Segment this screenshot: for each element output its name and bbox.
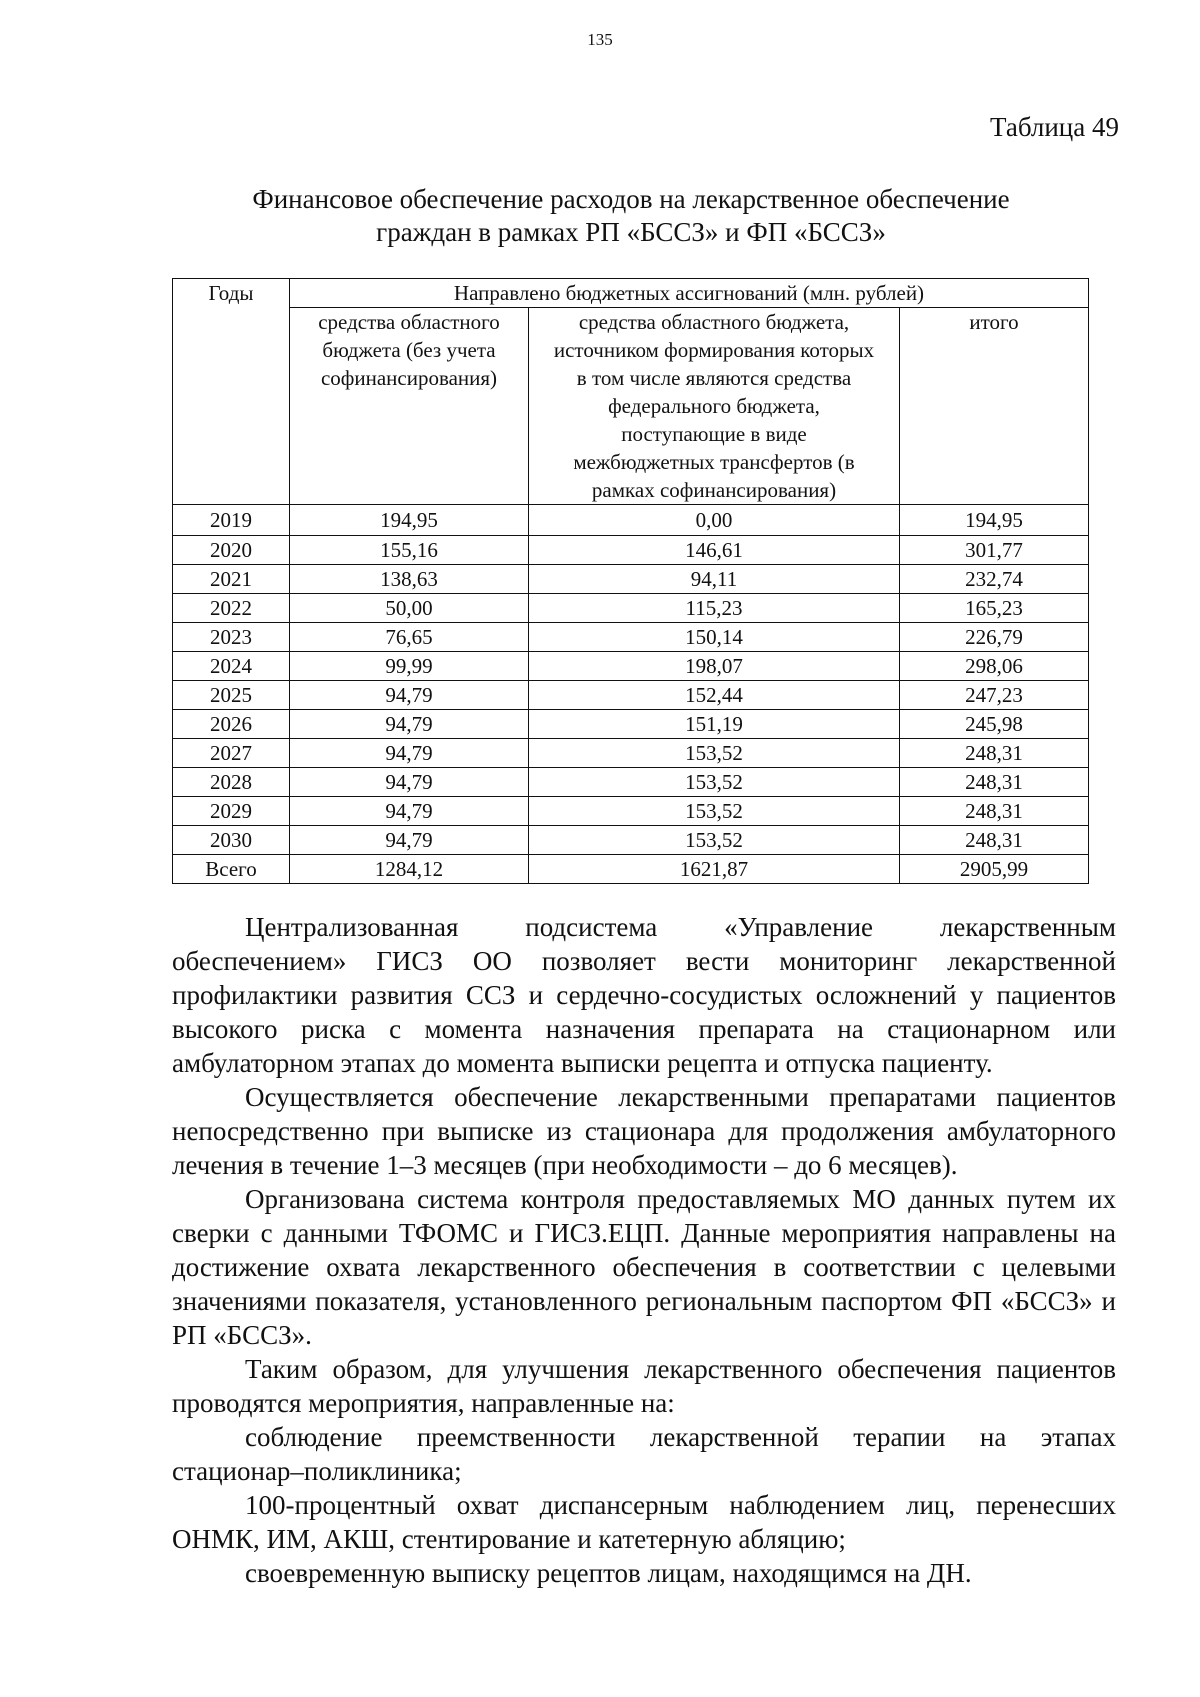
header-line: бюджета (без учета	[322, 338, 496, 362]
cell-regional: 94,79	[290, 797, 529, 826]
paragraph: Таким образом, для улучшения лекарственного обеспечения пациентов проводятся мероприятия, направленные на:	[172, 1354, 1116, 1418]
cell-regional: 99,99	[290, 652, 529, 681]
cell-total: 248,31	[900, 739, 1089, 768]
cell-total: 226,79	[900, 623, 1089, 652]
cell-regional: 94,79	[290, 739, 529, 768]
table-row	[173, 797, 1089, 826]
table-row	[173, 594, 1089, 623]
table-row	[173, 565, 1089, 594]
cell-federal: 153,52	[529, 797, 900, 826]
cell-regional: 138,63	[290, 565, 529, 594]
cell-total: 248,31	[900, 768, 1089, 797]
table-title-line: граждан в рамках РП «БССЗ» и ФП «БССЗ»	[376, 217, 886, 247]
column-header-total: итого	[900, 308, 1089, 505]
paragraph: Осуществляется обеспечение лекарственными препаратами пациентов непосредственно при выписке из стационара для продолжения амбулаторного лечения в течение 1–3 месяцев (при необходимости – до 6 месяцев).	[172, 1082, 1116, 1180]
cell-federal: 153,52	[529, 768, 900, 797]
cell-year: 2029	[173, 797, 290, 826]
cell-regional: 50,00	[290, 594, 529, 623]
cell-year: 2027	[173, 739, 290, 768]
cell-total: 165,23	[900, 594, 1089, 623]
header-line: рамках софинансирования)	[591, 478, 837, 502]
paragraph: соблюдение преемственности лекарственной терапии на этапах стационар–поликлиника;	[172, 1422, 1116, 1486]
cell-regional: 76,65	[290, 623, 529, 652]
cell-federal: 1621,87	[529, 855, 900, 884]
cell-federal: 115,23	[529, 594, 900, 623]
cell-total: 248,31	[900, 826, 1089, 855]
cell-federal: 150,14	[529, 623, 900, 652]
header-line: источником формирования которых	[553, 338, 875, 362]
column-header-regional	[290, 308, 529, 505]
paragraph: Организована система контроля предоставляемых МО данных путем их сверки с данными ТФОМС и ГИСЗ.ЕЦП. Данные мероприятия направлены на достижение охвата лекарственного обеспечения в соответствии с целевыми значениями показателя, установленного региональным паспортом ФП «БССЗ» и РП «БССЗ».	[172, 1184, 1116, 1350]
cell-regional: 94,79	[290, 681, 529, 710]
paragraph: 100-процентный охват диспансерным наблюдением лиц, перенесших ОНМК, ИМ, АКШ, стентирование и катетерную абляцию;	[172, 1490, 1116, 1554]
table-row	[173, 710, 1089, 739]
cell-federal: 153,52	[529, 739, 900, 768]
header-line: федерального бюджета,	[608, 394, 820, 418]
column-group-header: Направлено бюджетных ассигнований (млн. рублей)	[290, 279, 1089, 308]
cell-regional: 94,79	[290, 826, 529, 855]
cell-year: 2021	[173, 565, 290, 594]
cell-year: 2022	[173, 594, 290, 623]
cell-regional: 94,79	[290, 710, 529, 739]
table-row	[173, 826, 1089, 855]
column-header-years: Годы	[173, 279, 290, 505]
table-row	[173, 623, 1089, 652]
cell-regional: 94,79	[290, 768, 529, 797]
table-row	[173, 536, 1089, 565]
paragraph: Централизованная подсистема «Управление лекарственным обеспечением» ГИСЗ ОО позволяет вести мониторинг лекарственной профилактики развития ССЗ и сердечно-сосудистых осложнений у пациентов высокого риска с момента назначения препарата на стационарном или амбулаторном этапах до момента выписки рецепта и отпуска пациенту.	[172, 912, 1116, 1078]
header-line: средства областного	[318, 310, 500, 334]
cell-total: 2905,99	[900, 855, 1089, 884]
cell-year: 2028	[173, 768, 290, 797]
table-row	[173, 768, 1089, 797]
cell-year: Всего	[173, 855, 290, 884]
cell-year: 2030	[173, 826, 290, 855]
cell-federal: 198,07	[529, 652, 900, 681]
table-label: Таблица 49	[990, 112, 1119, 142]
cell-year: 2026	[173, 710, 290, 739]
table-title-line: Финансовое обеспечение расходов на лекарственное обеспечение	[252, 184, 1010, 214]
cell-regional: 194,95	[290, 505, 529, 536]
header-line: в том числе являются средства	[576, 366, 852, 390]
header-line: поступающие в виде	[621, 422, 807, 446]
header-line: средства областного бюджета,	[578, 310, 850, 334]
cell-total: 301,77	[900, 536, 1089, 565]
table-row-total	[173, 855, 1089, 884]
table-row	[173, 505, 1089, 536]
body-text	[172, 910, 1116, 1590]
cell-total: 298,06	[900, 652, 1089, 681]
cell-year: 2019	[173, 505, 290, 536]
header-line: софинансирования)	[320, 366, 498, 390]
table-title	[176, 183, 1086, 249]
table-row	[173, 652, 1089, 681]
header-line: межбюджетных трансфертов (в	[573, 450, 855, 474]
cell-total: 247,23	[900, 681, 1089, 710]
cell-year: 2024	[173, 652, 290, 681]
cell-federal: 152,44	[529, 681, 900, 710]
column-header-federal	[529, 308, 900, 505]
cell-federal: 0,00	[529, 505, 900, 536]
page-number: 135	[587, 30, 613, 49]
table-row	[173, 681, 1089, 710]
cell-regional: 1284,12	[290, 855, 529, 884]
cell-total: 232,74	[900, 565, 1089, 594]
cell-federal: 153,52	[529, 826, 900, 855]
cell-federal: 151,19	[529, 710, 900, 739]
cell-federal: 146,61	[529, 536, 900, 565]
cell-total: 245,98	[900, 710, 1089, 739]
cell-total: 194,95	[900, 505, 1089, 536]
cell-year: 2023	[173, 623, 290, 652]
budget-table	[172, 278, 1089, 884]
cell-year: 2020	[173, 536, 290, 565]
cell-year: 2025	[173, 681, 290, 710]
paragraph: своевременную выписку рецептов лицам, находящимся на ДН.	[245, 1558, 972, 1588]
cell-federal: 94,11	[529, 565, 900, 594]
cell-total: 248,31	[900, 797, 1089, 826]
cell-regional: 155,16	[290, 536, 529, 565]
table-row	[173, 739, 1089, 768]
